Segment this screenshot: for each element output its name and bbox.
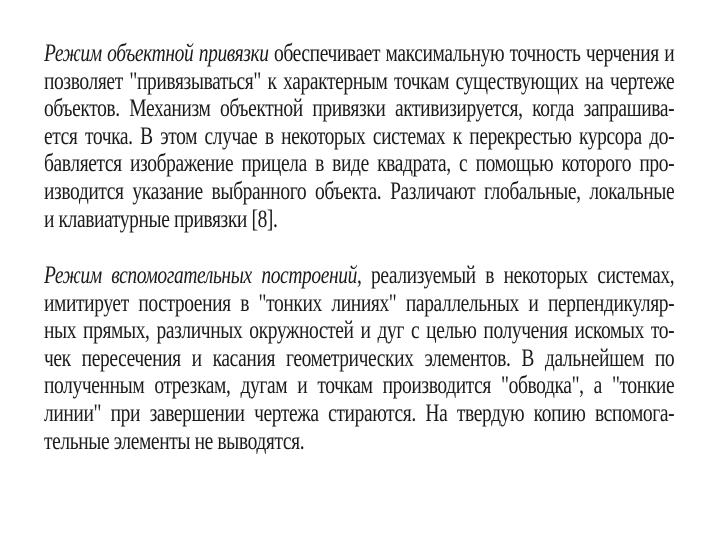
- text-line: объектов. Механизм объектной привязки активизируется, когда запрашива-: [44, 95, 675, 123]
- text-line: полученным отрезкам, дугам и точкам производится "обводка", а "тонкие: [44, 372, 675, 400]
- lead-term: Режим вспомогательных построений: [44, 262, 358, 289]
- text-line: линии" при завершении чертежа стираются. На твердую копию вспомога-: [44, 399, 675, 427]
- lead-term: Режим объектной привязки: [44, 40, 269, 67]
- text-line: ных прямых, различных окружностей и дуг с целью получения искомых то-: [44, 317, 675, 345]
- text-line: [44, 40, 674, 68]
- text-line: ется точка. В этом случае в некоторых системах к перекрестью курсора до-: [44, 122, 675, 150]
- line-text: обеспечивает максимальную точность черчения и: [268, 40, 675, 67]
- text-line: бавляется изображение прицела в виде квадрата, с помощью которого про-: [44, 150, 675, 178]
- line-text: , реализуемый в некоторых системах,: [357, 262, 675, 289]
- paragraph-auxiliary-construction: [44, 262, 674, 455]
- paragraph-object-snap: [44, 40, 674, 233]
- text-line: изводится указание выбранного объекта. Различают глобальные, локальные: [44, 177, 675, 205]
- text-line: позволяет "привязываться" к характерным точкам существующих на чертеже: [44, 67, 675, 95]
- text-line: и клавиатурные привязки [8].: [44, 205, 278, 233]
- text-line: имитирует построения в "тонких линиях" параллельных и перпендикуляр-: [44, 289, 675, 317]
- text-line: [44, 262, 674, 290]
- text-line: чек пересечения и касания геометрических элементов. В дальнейшем по: [44, 344, 675, 372]
- text-line: тельные элементы не выводятся.: [44, 427, 305, 455]
